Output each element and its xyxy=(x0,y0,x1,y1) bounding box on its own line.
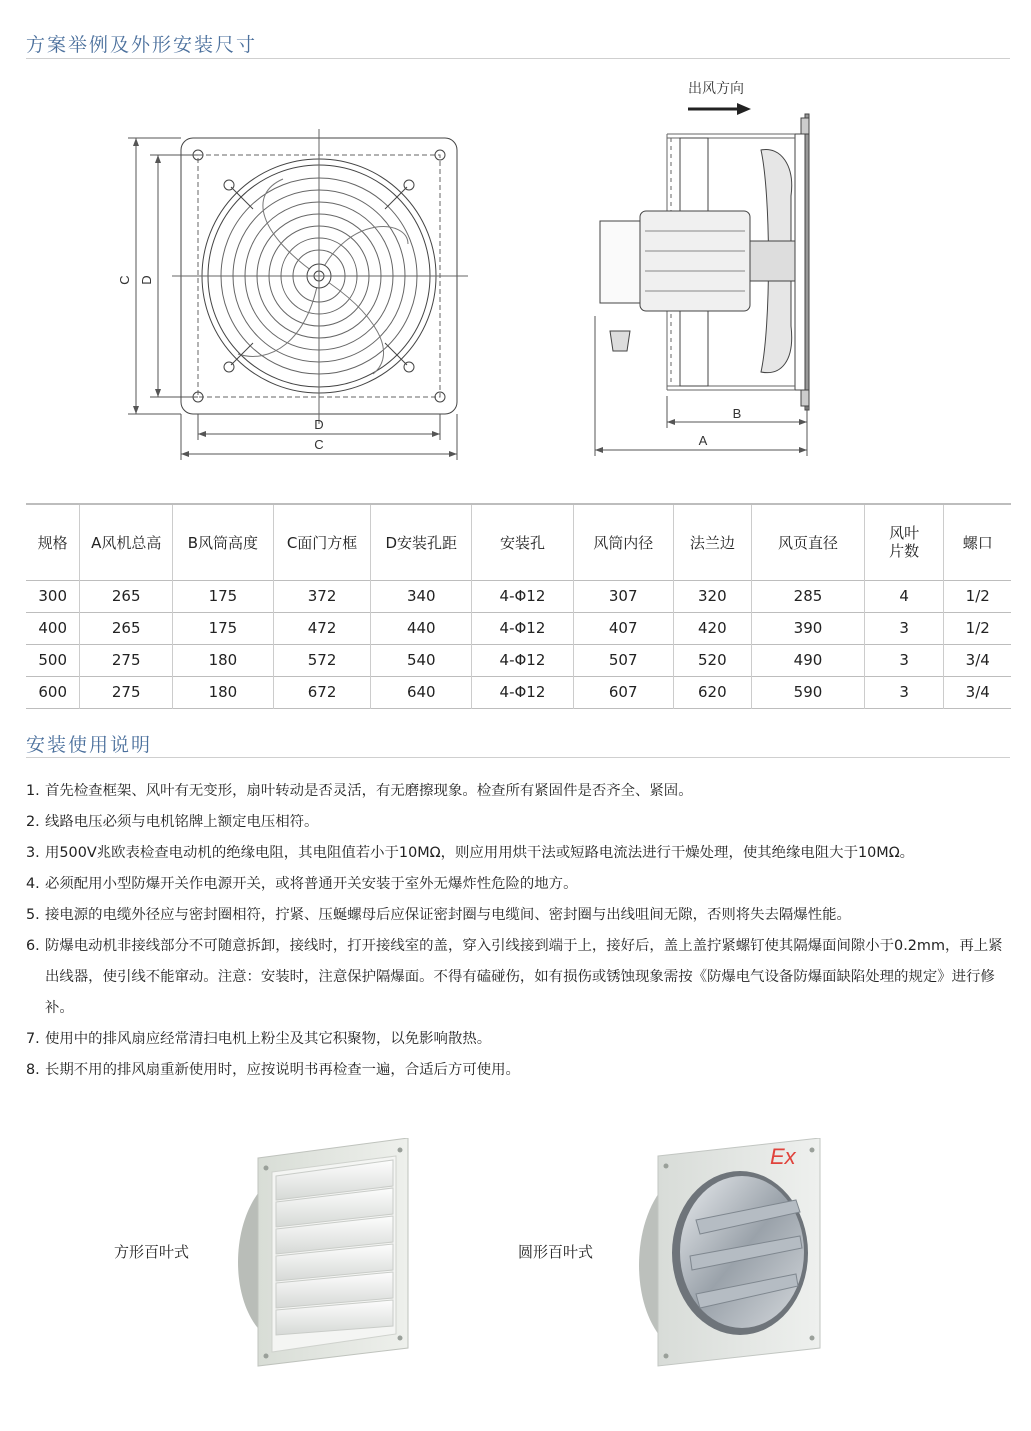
instruction-number: 1. xyxy=(26,783,40,799)
table-cell: 540 xyxy=(371,644,472,676)
center-lines xyxy=(172,129,468,424)
dimension-label-a: A xyxy=(698,433,708,448)
table-cell: 400 xyxy=(26,612,80,644)
junction-box xyxy=(600,221,640,303)
round-louver-fan-image xyxy=(630,1138,830,1370)
column-header: 风筒内径 xyxy=(573,504,673,580)
dimension-label-c: C xyxy=(314,437,324,452)
dimension-label-c-vertical: C xyxy=(117,275,132,285)
table-cell: 490 xyxy=(752,644,865,676)
table-cell: 4-Φ12 xyxy=(472,676,574,708)
instruction-number: 7. xyxy=(26,1031,40,1047)
instruction-text: 线路电压必须与电机铭牌上额定电压相符。 xyxy=(45,814,319,830)
table-cell: 4-Φ12 xyxy=(472,644,574,676)
table-cell: 3 xyxy=(864,612,944,644)
side-view-drawing xyxy=(585,76,820,466)
table-cell: 500 xyxy=(26,644,80,676)
instruction-item xyxy=(26,807,1016,838)
table-cell: 600 xyxy=(26,676,80,708)
table-cell: 265 xyxy=(80,580,173,612)
dimension-lines xyxy=(128,138,457,460)
table-cell: 572 xyxy=(273,644,371,676)
table-cell: 3/4 xyxy=(965,683,990,701)
section-title-instructions: 安装使用说明 xyxy=(26,734,153,756)
airflow-arrow-icon xyxy=(688,103,751,115)
lower-support xyxy=(680,311,708,386)
dimension-label-d-vertical: D xyxy=(139,275,154,285)
instruction-item xyxy=(26,900,1016,931)
table-header-row xyxy=(26,504,1011,580)
table-cell: 590 xyxy=(752,676,865,708)
instruction-number: 2. xyxy=(26,814,40,830)
table-cell: 285 xyxy=(752,580,865,612)
table-cell: 640 xyxy=(371,676,472,708)
instruction-text: 使用中的排风扇应经常清扫电机上粉尘及其它积聚物，以免影响散热。 xyxy=(45,1031,492,1047)
instruction-item xyxy=(26,931,1016,1024)
instruction-number: 6. xyxy=(26,938,40,954)
table-cell: 4 xyxy=(864,580,944,612)
table-cell: 340 xyxy=(371,580,472,612)
table-cell: 390 xyxy=(752,612,865,644)
instruction-number: 4. xyxy=(26,876,40,892)
column-header: C面门方框 xyxy=(273,504,371,580)
section-divider xyxy=(26,757,1010,758)
airflow-direction-label: 出风方向 xyxy=(688,80,744,96)
table-cell: 607 xyxy=(573,676,673,708)
cable-gland xyxy=(610,331,630,351)
table-cell: 307 xyxy=(573,580,673,612)
table-cell: 265 xyxy=(80,612,173,644)
table-cell: 4-Φ12 xyxy=(472,612,574,644)
instruction-list xyxy=(26,776,1016,1086)
column-header: A风机总高 xyxy=(80,504,173,580)
table-cell: 320 xyxy=(673,580,752,612)
column-header: 螺口 xyxy=(962,533,993,552)
table-cell: 175 xyxy=(173,612,274,644)
column-header: 风页直径 xyxy=(752,504,865,580)
table-cell: 180 xyxy=(173,676,274,708)
instruction-number: 8. xyxy=(26,1062,40,1078)
table-cell: 520 xyxy=(673,644,752,676)
table-row xyxy=(26,676,1011,708)
instruction-item xyxy=(26,1024,1016,1055)
table-cell: 620 xyxy=(673,676,752,708)
table-row xyxy=(26,644,1011,676)
ex-mark: Ex xyxy=(770,1144,796,1169)
table-cell: 672 xyxy=(273,676,371,708)
instruction-number: 3. xyxy=(26,845,40,861)
table-cell: 507 xyxy=(573,644,673,676)
table-cell: 420 xyxy=(673,612,752,644)
section-divider xyxy=(26,58,1010,59)
face-plate xyxy=(805,114,809,410)
fan-hub xyxy=(750,241,795,281)
table-cell: 472 xyxy=(273,612,371,644)
instruction-text: 必须配用小型防爆开关作电源开关，或将普通开关安装于室外无爆炸性危险的地方。 xyxy=(45,876,578,892)
instruction-item xyxy=(26,1055,1016,1086)
motor-body xyxy=(640,211,750,311)
instruction-text: 首先检查框架、风叶有无变形，扇叶转动是否灵活，有无磨擦现象。检查所有紧固件是否齐全、紧固。 xyxy=(45,783,693,799)
section-title-dimensions: 方案举例及外形安装尺寸 xyxy=(26,34,258,56)
table-cell: 275 xyxy=(80,644,173,676)
front-view-drawing xyxy=(108,124,480,464)
dimension-label-d: D xyxy=(314,417,324,432)
table-cell: 1/2 xyxy=(965,587,990,605)
table-cell: 3 xyxy=(864,644,944,676)
table-row xyxy=(26,612,1011,644)
table-cell: 175 xyxy=(173,580,274,612)
dimension-label-b: B xyxy=(732,406,742,421)
round-louver-label: 圆形百叶式 xyxy=(518,1243,594,1261)
table-cell: 300 xyxy=(26,580,80,612)
column-header xyxy=(864,504,944,580)
square-louver-fan-image xyxy=(228,1138,418,1370)
column-header: B风筒高度 xyxy=(173,504,274,580)
flange xyxy=(795,134,805,390)
instruction-item xyxy=(26,838,1016,869)
instruction-number: 5. xyxy=(26,907,40,923)
square-louver-label: 方形百叶式 xyxy=(114,1243,190,1261)
column-header: 规格 xyxy=(26,504,80,580)
instruction-text: 接电源的电缆外径应与密封圈相符，拧紧、压蜒螺母后应保证密封圈与电缆间、密封圈与出线咀间无隙，否则将失去隔爆性能。 xyxy=(45,907,851,923)
table-cell: 440 xyxy=(371,612,472,644)
table-cell: 275 xyxy=(80,676,173,708)
table-cell: 3 xyxy=(864,676,944,708)
upper-support xyxy=(680,138,708,211)
column-header: 安装孔 xyxy=(472,504,574,580)
table-cell: 3/4 xyxy=(965,651,990,669)
instruction-text: 防爆电动机非接线部分不可随意拆卸，接线时，打开接线室的盖，穿入引线接到端于上，接好后，盖上盖拧紧螺钉使其隔爆面间隙小于0.2mm，再上紧出线器，使引线不能窜动。注意：安装时，注意保护隔爆面。不得有磕碰伤，如有损伤或锈蚀现象需按《防爆电气设备防爆面缺陷处理的规定》进行修补。 xyxy=(45,938,1003,1016)
table-row xyxy=(26,580,1011,612)
table-cell: 372 xyxy=(273,580,371,612)
column-header: D安装孔距 xyxy=(371,504,472,580)
instruction-item xyxy=(26,776,1016,807)
spec-table xyxy=(26,503,1011,709)
table-cell: 180 xyxy=(173,644,274,676)
table-cell: 4-Φ12 xyxy=(472,580,574,612)
instruction-text: 用500V兆欧表检查电动机的绝缘电阻，其电阻值若小于10MΩ，则应用用烘干法或短路电流法进行干燥处理，使其绝缘电阻大于10MΩ。 xyxy=(45,845,915,861)
table-cell: 1/2 xyxy=(965,619,990,637)
instruction-text: 长期不用的排风扇重新使用时，应按说明书再检查一遍，合适后方可使用。 xyxy=(45,1062,520,1078)
column-header-line: 片数 xyxy=(889,542,920,561)
dimension-arrows xyxy=(133,138,457,457)
column-header: 法兰边 xyxy=(673,504,752,580)
instruction-item xyxy=(26,869,1016,900)
table-cell: 407 xyxy=(573,612,673,644)
column-header-line: 风叶 xyxy=(889,524,920,543)
